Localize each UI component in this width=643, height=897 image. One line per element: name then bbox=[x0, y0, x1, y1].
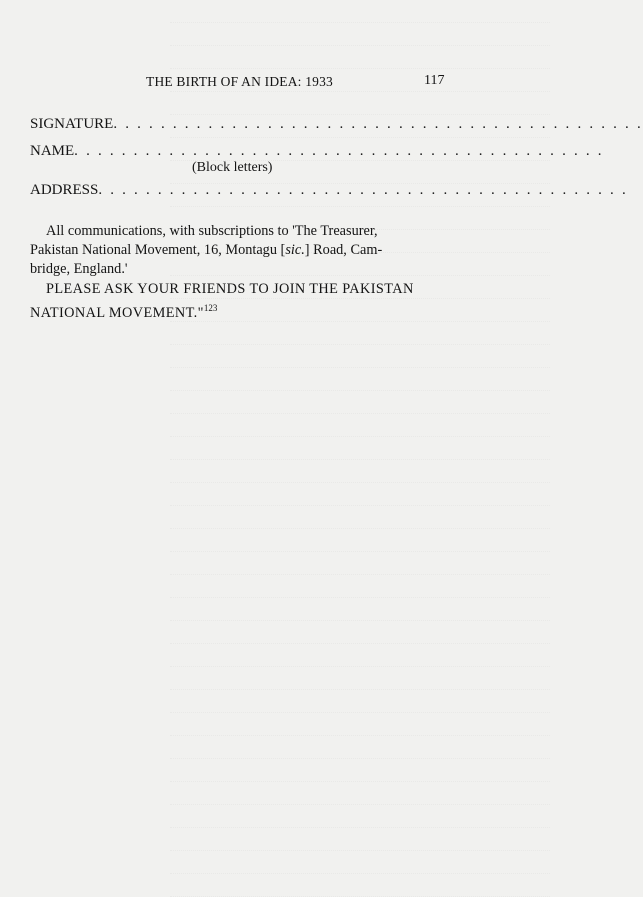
name-label: NAME bbox=[30, 143, 75, 159]
name-line bbox=[30, 141, 604, 161]
address-line bbox=[30, 180, 628, 200]
page-number: 117 bbox=[424, 73, 445, 88]
paragraph-text: ] Road, Cam- bbox=[304, 242, 383, 258]
communications-paragraph bbox=[30, 222, 446, 279]
address-label: ADDRESS bbox=[30, 182, 99, 198]
signature-line bbox=[30, 114, 643, 134]
block-letters-note: (Block letters) bbox=[192, 160, 273, 175]
sic-italic: sic. bbox=[285, 242, 305, 258]
address-dots: . . . . . . . . . . . . . . . . . . . . . . . . . . . . . . . . . . . . . . . . . . . . . bbox=[98, 182, 628, 198]
paragraph-line: All communications, with subscriptions to 'The Treasurer, bbox=[46, 223, 378, 239]
paragraph-line bbox=[30, 299, 446, 321]
paragraph-line bbox=[30, 241, 446, 260]
appeal-paragraph bbox=[30, 280, 446, 321]
signature-label: SIGNATURE bbox=[30, 116, 114, 132]
footnote-reference: 123 bbox=[203, 303, 218, 313]
signature-dots: . . . . . . . . . . . . . . . . . . . . . . . . . . . . . . . . . . . . . . . . . . . . . bbox=[113, 116, 643, 132]
paragraph-text: NATIONAL MOVEMENT." bbox=[30, 304, 204, 321]
name-dots: . . . . . . . . . . . . . . . . . . . . . . . . . . . . . . . . . . . . . . . . . . . . . bbox=[74, 143, 604, 159]
running-title: THE BIRTH OF AN IDEA: 1933 bbox=[146, 74, 334, 89]
paragraph-line: PLEASE ASK YOUR FRIENDS TO JOIN THE PAKISTAN bbox=[46, 281, 414, 297]
paragraph-text: Pakistan National Movement, 16, Montagu [ bbox=[30, 242, 286, 258]
running-header bbox=[0, 74, 546, 94]
paragraph-line: bridge, England.' bbox=[30, 261, 128, 277]
